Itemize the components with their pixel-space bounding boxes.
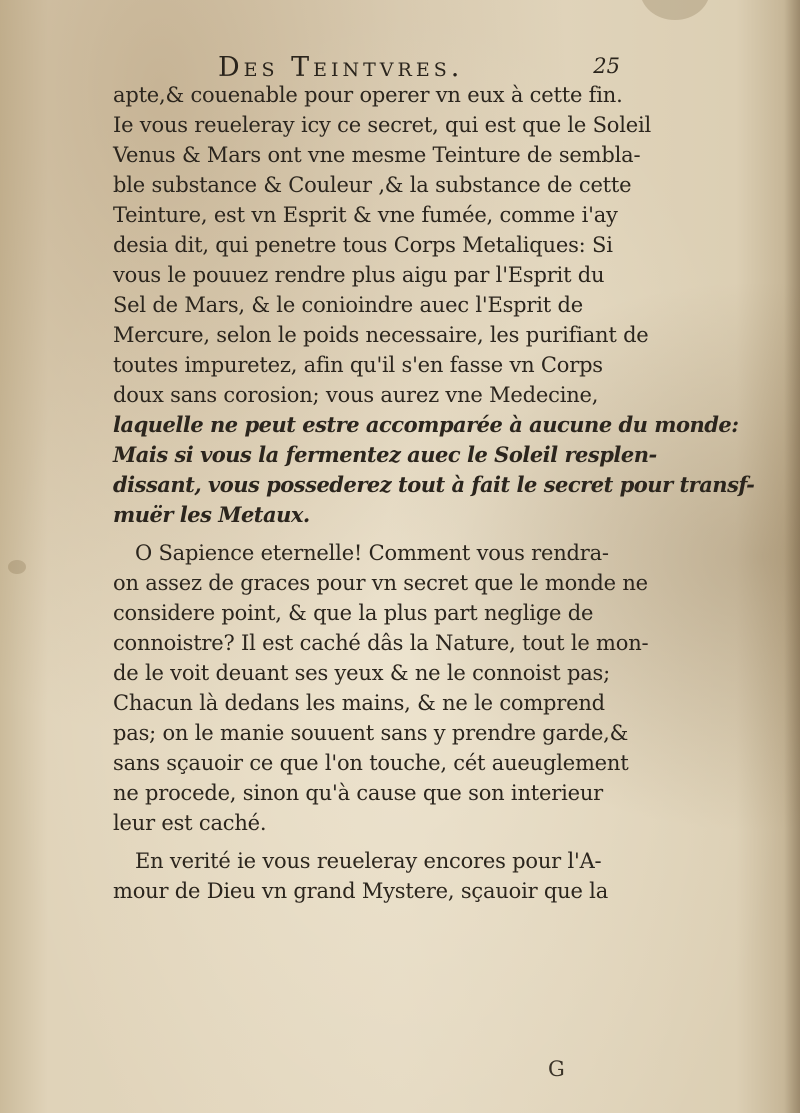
text-line: laquelle ne peut estre accomparée à aucune du monde: <box>113 412 739 437</box>
text-line: En verité ie vous reueleray encores pour l'A- <box>135 849 602 873</box>
text-line: leur est caché. <box>113 811 267 835</box>
page-spine-shadow <box>784 0 800 1113</box>
text-line: pas; on le manie souuent sans y prendre garde,& <box>113 721 629 745</box>
text-line: vous le pouuez rendre plus aigu par l'Esprit du <box>113 263 605 287</box>
text-line: dissant, vous possederez tout à fait le secret pour transf- <box>113 472 755 497</box>
text-line: muër les Metaux. <box>113 502 310 527</box>
text-line: toutes impuretez, afin qu'il s'en fasse vn Corps <box>113 353 603 377</box>
text-line: apte,& couenable pour operer vn eux à cette fin. <box>113 83 623 107</box>
text-line: Ie vous reueleray icy ce secret, qui est que le Soleil <box>113 113 652 137</box>
text-line: connoistre? Il est caché dâs la Nature, tout le mon- <box>113 631 649 655</box>
signature-mark: G <box>548 1057 565 1081</box>
text-line: considere point, & que la plus part neglige de <box>113 601 594 625</box>
text-line: Sel de Mars, & le conioindre auec l'Esprit de <box>113 293 583 317</box>
paper-stain <box>640 0 710 20</box>
text-line: desia dit, qui penetre tous Corps Metaliques: Si <box>113 233 613 257</box>
text-line: O Sapience eternelle! Comment vous rendra- <box>135 541 609 565</box>
running-title: Des Teintvres. <box>218 52 464 83</box>
text-line: Mercure, selon le poids necessaire, les purifiant de <box>113 323 649 347</box>
text-line: ne procede, sinon qu'à cause que son interieur <box>113 781 603 805</box>
text-line: Teinture, est vn Esprit & vne fumée, comme i'ay <box>113 203 618 227</box>
text-line: on assez de graces pour vn secret que le monde ne <box>113 571 648 595</box>
text-line: de le voit deuant ses yeux & ne le connoist pas; <box>113 661 610 685</box>
text-line: ble substance & Couleur ,& la substance de cette <box>113 173 632 197</box>
text-line: Venus & Mars ont vne mesme Teinture de sembla- <box>113 143 641 167</box>
text-line: sans sçauoir ce que l'on touche, cét aueuglement <box>113 751 629 775</box>
text-line: mour de Dieu vn grand Mystere, sçauoir que la <box>113 879 609 903</box>
page-number: 25 <box>593 54 620 78</box>
text-line: doux sans corosion; vous aurez vne Medecine, <box>113 383 599 407</box>
text-line: Chacun là dedans les mains, & ne le comprend <box>113 691 605 715</box>
text-line: Mais si vous la fermentez auec le Soleil resplen- <box>113 442 657 467</box>
paper-stain <box>8 560 26 574</box>
